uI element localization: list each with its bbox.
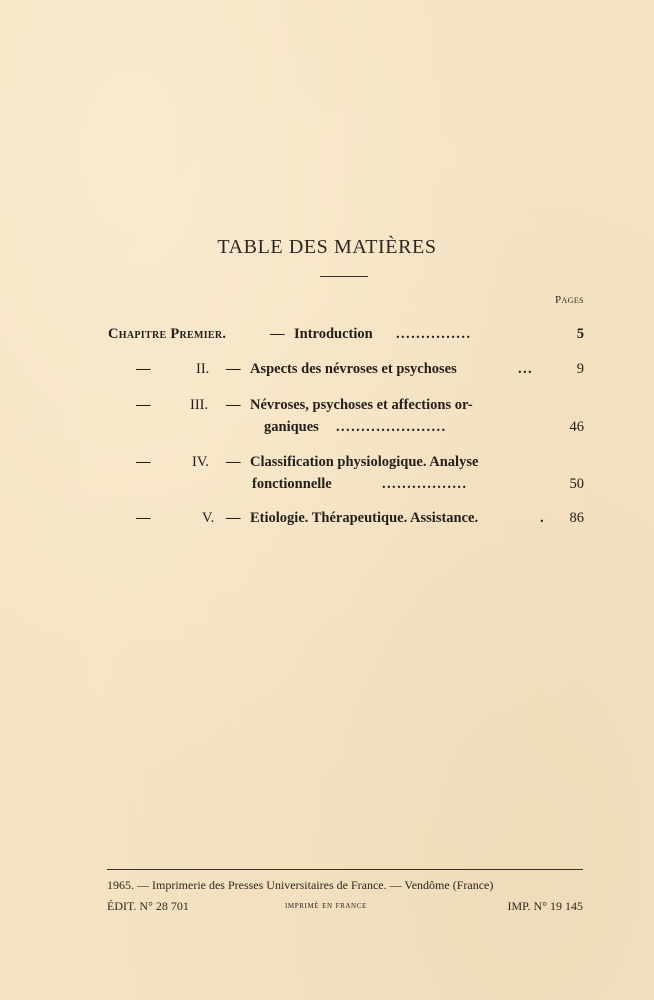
entry-separator: — [226, 397, 241, 413]
dot-leader: ............... [396, 326, 472, 342]
chapter-numeral: V. [202, 510, 215, 526]
entry-separator: — [226, 510, 241, 526]
entry-title: Etiologie. Thérapeutique. Assistance. [250, 510, 479, 526]
page-number: 86 [569, 510, 584, 526]
toc-entry-chapter-1 [108, 326, 584, 348]
title-rule [320, 276, 368, 277]
entry-title-line-1: Classification physiologique. Analyse [250, 454, 479, 470]
toc-entry-chapter-3 [108, 397, 584, 441]
chapter-prefix: Chapitre Premier. [108, 326, 227, 342]
toc-entry-chapter-2 [108, 361, 584, 383]
ditto-dash: — [136, 361, 151, 377]
page-number: 5 [576, 326, 584, 342]
page-title: TABLE DES MATIÈRES [217, 236, 437, 258]
chapter-numeral: III. [190, 397, 209, 413]
dot-leader: ................. [382, 476, 468, 492]
entry-separator: — [226, 454, 241, 470]
toc-entry-chapter-5 [108, 510, 584, 532]
entry-separator: — [270, 326, 285, 342]
chapter-numeral: IV. [192, 454, 210, 470]
ditto-dash: — [136, 397, 151, 413]
printed-in-france: imprimé en france [285, 901, 367, 911]
page-number: 9 [576, 361, 584, 377]
ditto-dash: — [136, 454, 151, 470]
toc-entry-chapter-4 [108, 454, 584, 498]
entry-title-line-2: fonctionnelle [252, 476, 332, 492]
dot-leader: ... [518, 361, 534, 377]
ditto-dash: — [136, 510, 151, 526]
page-number: 50 [569, 476, 584, 492]
page-number: 46 [569, 419, 584, 435]
printer-imprint [107, 878, 583, 893]
imprint-text: 1965. — Imprimerie des Presses Universitaires de France. — Vendôme (France) [107, 878, 494, 892]
dot-leader: ...................... [336, 419, 447, 435]
entry-title-line-2: ganiques [264, 419, 319, 435]
entry-title: Aspects des névroses et psychoses [250, 361, 457, 377]
footer-rule [107, 869, 583, 870]
entry-title: Introduction [294, 326, 373, 342]
dot-leader: . [540, 510, 546, 526]
entry-title-line-1: Névroses, psychoses et affections or- [250, 397, 473, 413]
print-number: IMP. N° 19 145 [507, 899, 583, 913]
edition-number: ÉDIT. N° 28 701 [107, 899, 189, 913]
pages-column-header: Pages [554, 294, 584, 306]
entry-separator: — [226, 361, 241, 377]
chapter-numeral: II. [196, 361, 210, 377]
